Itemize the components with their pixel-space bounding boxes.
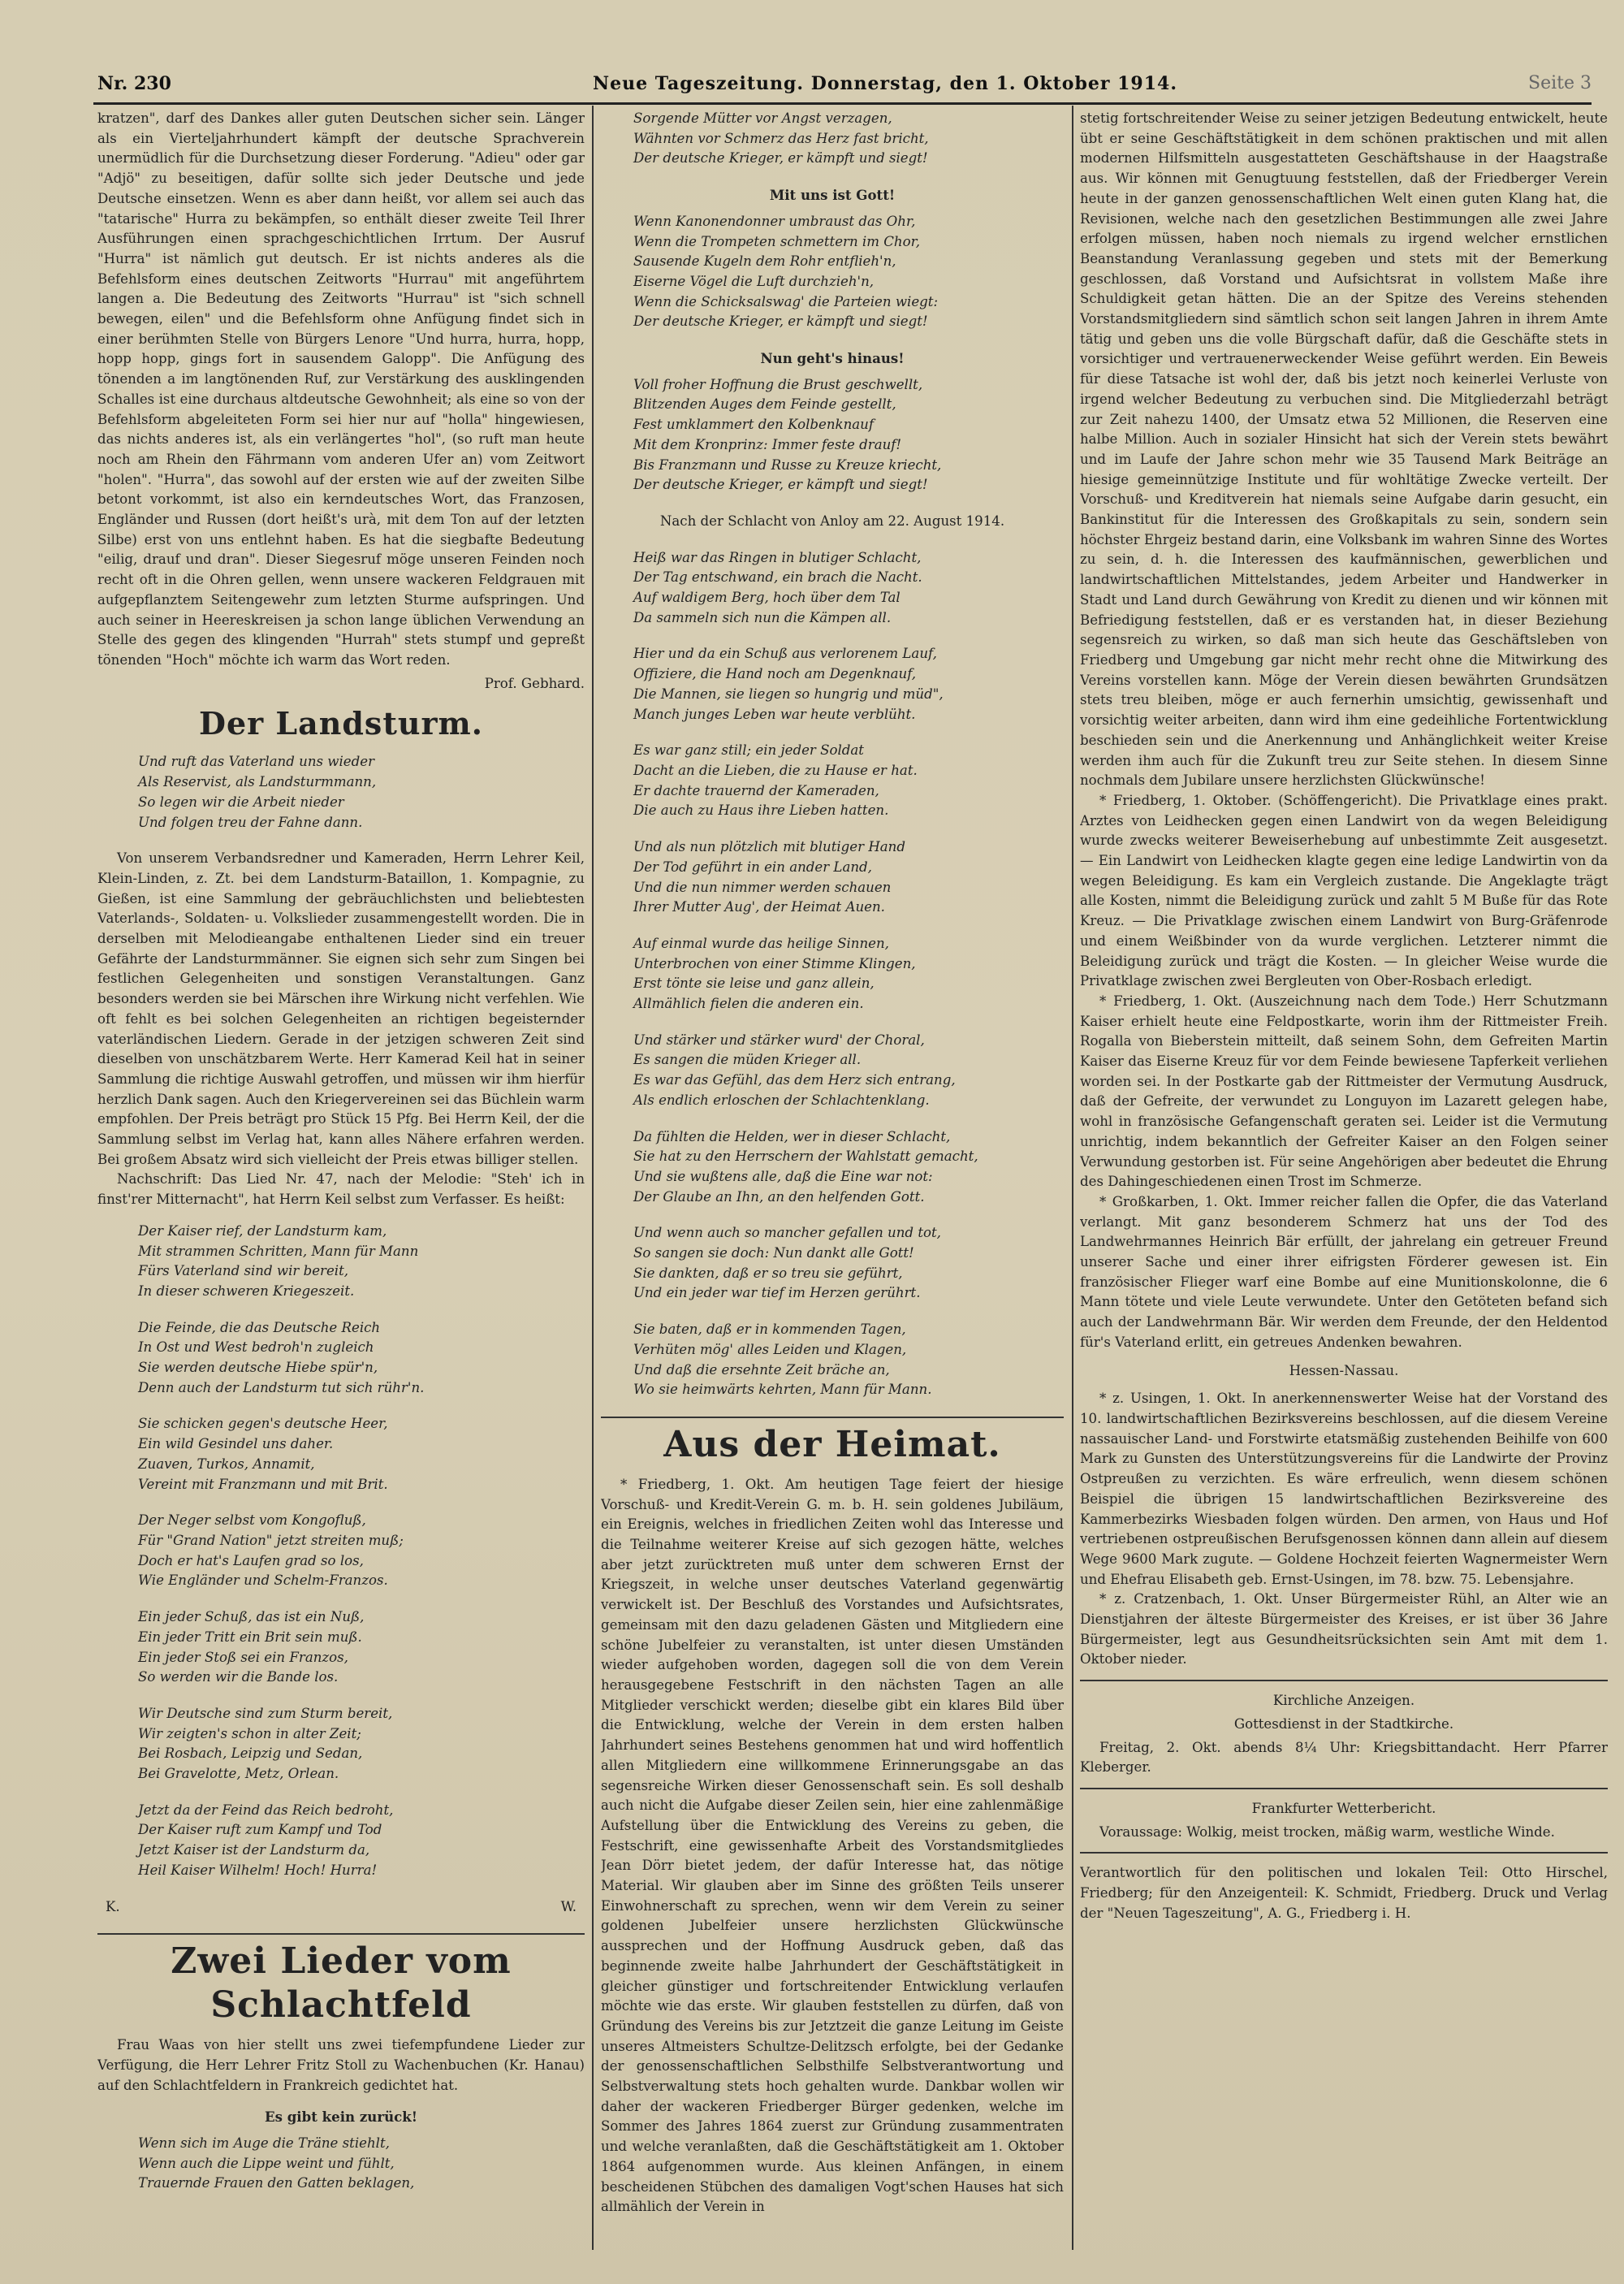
- poem-line: Sie dankten, daß er so treu sie geführt,: [633, 1265, 903, 1281]
- poem-line: Der deutsche Krieger, er kämpft und siegt!: [633, 150, 928, 167]
- poem-line: Und ruft das Vaterland uns wieder: [138, 754, 375, 770]
- poem-line: Da fühlten die Helden, wer in dieser Schlacht,: [633, 1128, 951, 1144]
- poem-stanza: [601, 375, 1064, 495]
- poem-line: Hier und da ein Schuß aus verlorenem Lauf,: [633, 646, 937, 662]
- poem-line: Bei Gravelotte, Metz, Orlean.: [138, 1766, 339, 1782]
- poem-subtitle: Nun geht's hinaus!: [760, 350, 905, 367]
- poem-stanza: [138, 1414, 585, 1495]
- poem-line: Fest umklammert den Kolbenknauf: [633, 417, 874, 433]
- poem-line: Auf einmal wurde das heilige Sinnen,: [633, 935, 889, 951]
- kirchliche-title: Kirchliche Anzeigen.: [1272, 1693, 1415, 1709]
- poem-signatures: [97, 1897, 585, 1918]
- poem-sig-right: W.: [560, 1898, 577, 1914]
- poem-stanza: [138, 1511, 585, 1591]
- poem-line: Ein wild Gesindel uns daher.: [138, 1436, 334, 1452]
- poem-line: Für "Grand Nation" jetzt streiten muß;: [138, 1533, 404, 1548]
- poem-line: Und wenn auch so mancher gefallen und tot,: [633, 1225, 941, 1241]
- anloy-poem: [601, 548, 1064, 1400]
- page-header: [97, 73, 1592, 106]
- poem-line: Der deutsche Krieger, er kämpft und siegt!: [633, 477, 928, 493]
- poem-line: Offiziere, die Hand noch am Degenknauf,: [633, 666, 917, 682]
- poem-line: Wenn Kanonendonner umbraust das Ohr,: [633, 213, 916, 229]
- poem-line: Bis Franzmann und Russe zu Kreuze kriecht,: [633, 456, 942, 473]
- poem-stanza: [601, 548, 1064, 629]
- poem-stanza: [601, 109, 1064, 169]
- poem-line: Ein jeder Schuß, das ist ein Nuß,: [138, 1609, 365, 1625]
- masthead: Neue Tageszeitung. Donnerstag, den 1. Oktober 1914.: [593, 73, 1178, 94]
- poem-line: Der Neger selbst vom Kongofluß,: [138, 1512, 366, 1529]
- auszeichnung-article: * Friedberg, 1. Okt. (Auszeichnung nach dem Tode.) Herr Schutzmann Kaiser erhielt heute eine Feldpostkarte, worin ihm der Rittmeister Freih. Rogalla von Bieberstein mitteilt, daß seinem Sohn, dem Gefreiten Martin Kaiser das Eiserne Kreuz für vor dem Feinde bewiesene Tapferkeit verliehen worden sei. In der Postkarte gab der Rittmeister der Vermutung Ausdruck, daß der Gefreite, der verwundet zu Longuyon im Lazarett gelegen habe, wohl in französische Gefangenschaft geraten sei. Leider ist die Vermutung unrichtig, indem bekanntlich der Gefreiter Kaiser an den Folgen seiner Verwundung gestorben ist. Für seine Angehörigen aber bedeutet die Ehrung des Dahingeschiedenen einen Trost im Schmerze.: [1080, 993, 1608, 1190]
- poem-line: Ein jeder Tritt ein Brit sein muß.: [138, 1629, 362, 1645]
- cratzenbach-article: * z. Cratzenbach, 1. Okt. Unser Bürgermeister Rühl, an Alter wie an Dienstjahren der älteste Bürgermeister des Kreises, er ist über 36 Jahre Bürgermeister, legt aus Gesundheitsrücksichten sein Amt mit dem 1. Oktober nieder.: [1080, 1591, 1608, 1668]
- poem-stanza: [601, 934, 1064, 1014]
- poem-line: Wir Deutsche sind zum Sturm bereit,: [138, 1705, 393, 1721]
- poem-line: Blitzenden Auges dem Feinde gestellt,: [633, 396, 896, 413]
- page-label: Seite 3: [1528, 73, 1592, 93]
- poem-line: Wenn sich im Auge die Träne stiehlt,: [138, 2135, 390, 2152]
- poem-subtitle: Mit uns ist Gott!: [769, 187, 896, 204]
- poem-line: Die Mannen, sie liegen so hungrig und müd",: [633, 686, 944, 702]
- poem-stanza: [601, 644, 1064, 725]
- poem-line: Voll froher Hoffnung die Brust geschwellt,: [633, 376, 923, 392]
- poem-line: Und als nun plötzlich mit blutiger Hand: [633, 839, 905, 855]
- poem-line: Sausende Kugeln dem Rohr entflieh'n,: [633, 253, 896, 270]
- poem-line: Bei Rosbach, Leipzig und Sedan,: [138, 1745, 363, 1762]
- grosskarben-article: * Großkarben, 1. Okt. Immer reicher fallen die Opfer, die das Vaterland verlangt. Mit ganz besonderem Schmerz hat uns der Tod des Landwehrmannes Heinrich Bär erfüllt, der jahrelang ein getreuer Freund unserer Sache und einer ihrer eifrigsten Förderer gewesen ist. Ein französischer Flieger warf eine Bombe auf eine Munitionskolonne, die 6 Mann tötete und viele Leute verwundete. Unter den Getöteten befand sich auch der Landwehrmann Bär. Wir werden dem Freunde, der den Heldentod für's Vaterland erlitt, ein getreues Andenken bewahren.: [1080, 1193, 1608, 1350]
- landsturm-epigraph: [138, 752, 585, 833]
- poem-line: Sie hat zu den Herrschern der Wahlstatt gemacht,: [633, 1148, 978, 1165]
- zwei-lieder-intro: Frau Waas von hier stellt uns zwei tiefempfundene Lieder zur Verfügung, die Herr Lehrer Fritz Stoll zu Wachenbuchen (Kr. Hanau) auf den Schlachtfeldern in Frankreich gedichtet hat.: [97, 2037, 585, 2093]
- poem-line: Und ein jeder war tief im Herzen gerührt.: [633, 1285, 921, 1301]
- section-divider: [1080, 1852, 1608, 1854]
- poem-line: Und folgen treu der Fahne dann.: [138, 814, 363, 830]
- poem-line: Heiß war das Ringen in blutiger Schlacht,: [633, 549, 922, 565]
- poem-line: Manch junges Leben war heute verblüht.: [633, 706, 916, 722]
- poem-line: Dacht an die Lieben, die zu Hause er hat.: [633, 762, 918, 778]
- usingen-article: * z. Usingen, 1. Okt. In anerkennenswerter Weise hat der Vorstand des 10. landwirtschaftlichen Bezirksvereins beschlossen, auf die diesem Vereine nassauischer Land- und Forstwirte etatsmäßig zustehenden Beihilfe von 600 Mark zu Gunsten des Unterstützungsvereins für die Landwirte der Provinz Ostpreußen zu verzichten. Es wäre erfreulich, wenn diesem schönen Beispiel die übrigen 15 landwirtschaftlichen Bezirksvereine des Kammerbezirks Wiesbaden folgen würden. Den armen, von Haus und Hof vertriebenen ostpreußischen Berufsgenossen können dann allein auf diesem Wege 9600 Mark zugute. — Goldene Hochzeit feierten Wagnermeister Wern und Ehefrau Elisabeth geb. Ernst-Usingen, im 78. bzw. 75. Lebensjahre.: [1080, 1391, 1608, 1587]
- poem-line: Zuaven, Turkos, Annamit,: [138, 1456, 315, 1472]
- poem-line: Sie werden deutsche Hiebe spür'n,: [138, 1360, 378, 1376]
- poem-line: Mit strammen Schritten, Mann für Mann: [138, 1243, 419, 1259]
- poem2-intro: Nach der Schlacht von Anloy am 22. August 1914.: [659, 513, 1005, 529]
- poem-line: So sangen sie doch: Nun dankt alle Gott!: [633, 1245, 914, 1261]
- column-divider: [1072, 106, 1073, 2250]
- poem-line: Wo sie heimwärts kehrten, Mann für Mann.: [633, 1382, 932, 1398]
- hurra-article: kratzen", darf des Dankes aller guten Deutschen sicher sein. Länger als ein Vierteljahrhundert kämpft der deutsche Sprachverein unermüdlich für die Durchsetzung dieser Forderung. "Adieu" oder gar "Adjö" zu beseitigen, dafür sollte sich jeder Deutsche und jede Deutsche einsetzen. Wenn es aber dann heißt, vor allem sei auch das "tatarische" Hurra zu bekämpfen, so enthält dieser zweite Teil Ihrer Ausführungen einen sprachgeschichtlichen Irrtum. Der Ausruf "Hurra" ist nämlich gut deutsch. Er ist nichts anderes als die Befehlsform eines deutschen Zeitworts "Hurrau" mit angeführtem langen a. Die Bedeutung des Zeitworts "Hurrau" ist "sich schnell bewegen, eilen" und die Befehlsform ohne Anfügung findet sich in einer berühmten Stelle von Bürgers Lenore "Und hurra, hurra, hopp, hopp hopp, gings fort in sausendem Galopp". Die Anfügung des tönenden a im langtönenden Ruf, zur Verstärkung des ausklingenden Schalles ist eine durchaus altdeutsche Gewohnheit; als eine so von der Befehlsform abgeleiteten Form sei hier nur auf "holla" hingewiesen, das nichts anderes ist, als ein verlängertes "hol", (so ruft man heute noch am Rhein den Fährmann vom anderen Ufer an) vom Zeitwort "holen". "Hurra", das sowohl auf der ersten wie auf der zweiten Silbe betont vorkommt, ist also ein kerndeutsches Wort, das Franzosen, Engländer und Russen (dort heißt's urà, mit dem Ton auf der letzten Silbe) erst von uns entlehnt haben. Es hat die siegbafte Bedeutung "eilig, drauf und dran". Dieser Siegesruf möge unseren Feinden noch recht oft in die Ohren gellen, wenn unsere wackeren Feldgrauen mit aufgepflanztem Seitengewehr zum letzten Sturme aufspringen. Und auch seiner in Heereskreisen ja schon lange üblichen Verwendung an Stelle des gegen des klingenden "Hurrah" stets stumpf und gepreßt tönenden "Hoch" möchte ich warm das Wort reden.: [97, 110, 585, 668]
- poem-line: Wir zeigten's schon in alter Zeit;: [138, 1725, 361, 1741]
- poem-line: Wähnten vor Schmerz das Herz fast bricht,: [633, 130, 929, 146]
- column-3: [1080, 109, 1608, 2269]
- poem-stanza: [138, 1801, 585, 1881]
- header-rule: [93, 102, 1592, 105]
- zwei-poem-title: Es gibt kein zurück!: [264, 2109, 418, 2126]
- poem-line: Erst tönte sie leise und ganz allein,: [633, 975, 875, 992]
- poem-line: In dieser schweren Kriegeszeit.: [138, 1283, 355, 1299]
- section-divider: [1080, 1680, 1608, 1681]
- poem-line: Jetzt da der Feind das Reich bedroht,: [138, 1802, 394, 1818]
- poem-line: Als Reservist, als Landsturmmann,: [138, 774, 377, 790]
- zwei-lieder-title: Zwei Lieder vom Schlachtfeld: [97, 1933, 585, 2027]
- poem-line: Die auch zu Haus ihre Lieben hatten.: [633, 802, 889, 819]
- poem-line: Sie schicken gegen's deutsche Heer,: [138, 1416, 388, 1432]
- poem-stanza: [138, 1607, 585, 1688]
- poem-line: So legen wir die Arbeit nieder: [138, 794, 344, 810]
- wetter-title: Frankfurter Wetterbericht.: [1251, 1800, 1436, 1816]
- imprint: Verantwortlich für den politischen und lokalen Teil: Otto Hirschel, Friedberg; für den Anzeigenteil: K. Schmidt, Friedberg. Druck und Verlag der "Neuen Tageszeitung", A. G., Friedberg i. H.: [1080, 1865, 1608, 1921]
- section-divider: [1080, 1788, 1608, 1789]
- poem-line: Eiserne Vögel die Luft durchzieh'n,: [633, 273, 875, 289]
- poem-line: Denn auch der Landsturm tut sich rühr'n.: [138, 1379, 425, 1395]
- poem-line: Ihrer Mutter Aug', der Heimat Auen.: [633, 899, 885, 915]
- poem-line: Fürs Vaterland sind wir bereit,: [138, 1263, 349, 1279]
- poem-line: Die Feinde, die das Deutsche Reich: [138, 1319, 381, 1335]
- landsturm-poem: [138, 1222, 585, 1881]
- page-number: Nr. 230: [97, 73, 171, 94]
- poem-line: Und daß die ersehnte Zeit bräche an,: [633, 1361, 890, 1378]
- poem-line: Vereint mit Franzmann und mit Brit.: [138, 1476, 388, 1492]
- poem-stanza: [601, 1223, 1064, 1304]
- article-signature: Prof. Gebhard.: [484, 675, 585, 691]
- poem-line: Sie baten, daß er in kommenden Tagen,: [633, 1322, 906, 1338]
- poem-stanza: [601, 837, 1064, 918]
- poem-line: Der Tod geführt in ein ander Land,: [633, 859, 872, 875]
- landsturm-article: Von unserem Verbandsredner und Kameraden, Herrn Lehrer Keil, Klein-Linden, z. Zt. bei dem Landsturm-Bataillon, 1. Kompagnie, zu Gießen, ist eine Sammlung der gebräuchlichsten und beliebtesten Vaterlands-, Soldaten- u. Volkslieder zusammengestellt worden. Die in derselben mit Melodieangabe enthaltenen Lieder sind ein treuer Gefährte der Landsturmmänner. Sie eignen sich sehr zum Singen bei festlichen Gelegenheiten und sonstigen Veranstaltungen. Ganz besonders werden sie bei Märschen ihre Wirkung nicht verfehlen. Wie oft fehlt es bei solchen Gelegenheiten an richtigen begeisternder vaterländischen Liedern. Gerade in der jetzigen schweren Zeit sind dieselben von unschätzbarem Werte. Herr Kamerad Keil hat in seiner Sammlung die richtige Auswahl getroffen, und müssen wir ihm hierfür herzlich Dank sagen. Auch den Kriegervereinen sei das Büchlein warm empfohlen. Der Preis beträgt pro Stück 15 Pfg. Bei Herrn Keil, der die Sammlung selbst im Verlag hat, kann alles Nähere erfahren werden. Bei großem Absatz wird sich vielleicht der Preis etwas billiger stellen.: [97, 850, 585, 1167]
- poem-line: Trauernde Frauen den Gatten beklagen,: [138, 2175, 415, 2191]
- poem-stanza: [138, 1704, 585, 1784]
- poem-stanza: [601, 1031, 1064, 1111]
- landsturm-title: Der Landsturm.: [199, 705, 483, 742]
- column-1: [97, 109, 585, 2269]
- poem-sig-left: K.: [106, 1898, 120, 1914]
- nachschrift: Nachschrift: Das Lied Nr. 47, nach der Melodie: "Steh' ich in finst'rer Mitternacht", hat Herrn Keil selbst zum Verfasser. Es heißt:: [97, 1171, 585, 1208]
- poem-line: Wenn die Schicksalswag' die Parteien wiegt:: [633, 293, 939, 309]
- wetter-text: Voraussage: Wolkig, meist trocken, mäßig warm, westliche Winde.: [1099, 1823, 1555, 1840]
- poem-line: Es sangen die müden Krieger all.: [633, 1052, 862, 1068]
- heimat-title: Aus der Heimat.: [601, 1417, 1064, 1467]
- poem-line: Da sammeln sich nun die Kämpen all.: [633, 609, 892, 625]
- poem-line: Der Glaube an Ihn, an den helfenden Gott.: [633, 1188, 925, 1205]
- schoeffengericht-article: * Friedberg, 1. Oktober. (Schöffengericht). Die Privatklage eines prakt. Arztes von Leidhecken gegen einen Landwirt von da wegen Beleidigung wurde zwecks weiterer Beweiserhebung auf unbestimmte Zeit ausgesetzt. — Ein Landwirt von Leidhecken klagte gegen eine ledige Landwirtin von da wegen Beleidigung. Es kam ein Vergleich zustande. Die Angeklagte trägt alle Kosten, nimmt die Beleidigung zurück und zahlt 5 M Buße für das Rote Kreuz. — Die Privatklage zwischen einem Landwirt von Burg-Gräfenrode und einem Weißbinder von da wurde verglichen. Letzterer nimmt die Beleidigung zurück und trägt die Kosten. — In gleicher Weise wurde die Privatklage zwischen zwei Bergleuten von Ober-Rosbach erledigt.: [1080, 792, 1608, 989]
- poem-stanza: [138, 1318, 585, 1399]
- kirchliche-text: Freitag, 2. Okt. abends 8¼ Uhr: Kriegsbittandacht. Herr Pfarrer Kleberger.: [1080, 1739, 1608, 1776]
- poem-line: Und sie wußtens alle, daß die Eine war not:: [633, 1168, 933, 1184]
- column-divider: [592, 106, 594, 2250]
- poem-line: Ein jeder Stoß sei ein Franzos,: [138, 1649, 348, 1665]
- poem-line: Als endlich erloschen der Schlachtenklang.: [633, 1092, 930, 1108]
- poem-line: Wenn auch die Lippe weint und fühlt,: [138, 2155, 395, 2171]
- zwei-poem: [138, 2134, 585, 2194]
- poem-line: Wenn die Trompeten schmettern im Chor,: [633, 233, 920, 249]
- poem-line: Er dachte trauernd der Kameraden,: [633, 782, 879, 798]
- poem-line: In Ost und West bedroh'n zugleich: [138, 1339, 374, 1356]
- poem-line: Es war ganz still; ein jeder Soldat: [633, 742, 864, 759]
- poem-line: So werden wir die Bande los.: [138, 1669, 339, 1685]
- poem-line: Heil Kaiser Wilhelm! Hoch! Hurra!: [138, 1862, 378, 1878]
- poem-line: Und die nun nimmer werden schauen: [633, 879, 892, 895]
- poem-stanza: [601, 1127, 1064, 1208]
- poem-line: Der Tag entschwand, ein brach die Nacht.: [633, 569, 922, 586]
- poem-stanza: [138, 1222, 585, 1302]
- poem-stanza: [601, 1320, 1064, 1400]
- hessen-nassau-heading: Hessen-Nassau.: [1289, 1362, 1399, 1378]
- poem-line: Mit dem Kronprinz: Immer feste drauf!: [633, 436, 902, 452]
- column-2: [601, 109, 1064, 2269]
- poem-line: Sorgende Mütter vor Angst verzagen,: [633, 110, 892, 126]
- poem-line: Auf waldigem Berg, hoch über dem Tal: [633, 590, 901, 606]
- poem-stanza: [601, 212, 1064, 332]
- poem-line: Wie Engländer und Schelm-Franzos.: [138, 1572, 388, 1589]
- poem-line: Verhüten mög' alles Leiden und Klagen,: [633, 1341, 907, 1357]
- poem-line: Allmählich fielen die anderen ein.: [633, 996, 864, 1012]
- poem-line: Der Kaiser rief, der Landsturm kam,: [138, 1222, 387, 1239]
- poem-line: Und stärker und stärker wurd' der Choral,: [633, 1032, 925, 1048]
- friedberg-jubilaeum-article: * Friedberg, 1. Okt. Am heutigen Tage feiert der hiesige Vorschuß- und Kredit-Verein G. m. b. H. sein goldenes Jubiläum, ein Ereignis, welches in friedlichen Zeiten wohl das Interesse und die Teilnahme weiterer Kreise auf sich gezogen hätte, welches aber jetzt zurücktreten muß unter dem schweren Ernst der Kriegszeit, in welche unser deutsches Vaterland gegenwärtig verwickelt ist. Der Beschluß des Vorstandes und Aufsichtsrates, gemeinsam mit den dazu geladenen Gästen und Mitgliedern eine schöne Jubelfeier zu veranstalten, ist unter diesen Umständen wieder aufgehoben worden, dagegen soll die von dem Verein herausgegebene Festschrift in den nächsten Tagen an alle Mitglieder verschickt werden; dieselbe gibt ein klares Bild über die Entwicklung, welche der Verein in dem ersten halben Jahrhundert seines Bestehens genommen hat und wird hoffentlich allen Mitgliedern eine willkommene Erinnerungsgabe an das segensreiche Wirken dieser Genossenschaft sein. Es soll deshalb auch nicht die Aufgabe dieser Zeilen sein, hier eine zahlenmäßige Aufstellung über die Entwicklung des Vereins zu geben, die Festschrift, eine gewissenhafte Arbeit des Vorstandsmitgliedes Jean Dörr bietet jedem, der dafür Interesse hat, das nötige Material. Wir glauben aber im Sinne des größten Teils unserer Einwohnerschaft zu sprechen, wenn wir dem Verein zu seiner goldenen Jubelfeier unsere herzlichsten Glückwünsche aussprechen und der Hoffnung Ausdruck geben, daß das beginnende zweite halbe Jahrhundert der Geschäftstätigkeit in gleicher günstiger und fortschreitender Entwicklung verlaufen möchte wie das erste. Wir glauben feststellen zu dürfen, daß von Gründung des Vereins bis zur Jetztzeit die ganze Leitung im Geiste unseres Altmeisters Schultze-Delitzsch erfolgte, bei der Gedanke der genossenschaftlichen Selbsthilfe Selbstverantwortung und Selbstverwaltung stets hoch gehalten wurde. Dankbar wollen wir daher der wackeren Friedberger Bürger gedenken, welche im Sommer des Jahres 1864 zuerst zur Gründung zusammentraten und welche veranlaßten, daß die Geschäftstätigkeit am 1. Oktober 1864 aufgenommen wurde. Aus kleinen Anfängen, in einem bescheidenen Stübchen des damaligen Vogt'schen Hauses hat sich allmählich der Verein in: [601, 1476, 1064, 2215]
- poem-stanza: [601, 741, 1064, 821]
- poem-line: Der deutsche Krieger, er kämpft und siegt!: [633, 314, 928, 330]
- poem-line: Unterbrochen von einer Stimme Klingen,: [633, 955, 916, 971]
- kirchliche-sub: Gottesdienst in der Stadtkirche.: [1233, 1715, 1454, 1732]
- poem-line: Es war das Gefühl, das dem Herz sich entrang,: [633, 1072, 956, 1088]
- poem-line: Jetzt Kaiser ist der Landsturm da,: [138, 1842, 370, 1858]
- poem-line: Der Kaiser ruft zum Kampf und Tod: [138, 1822, 382, 1838]
- poem-line: Doch er hat's Laufen grad so los,: [138, 1552, 364, 1568]
- verein-article-cont: stetig fortschreitender Weise zu seiner jetzigen Bedeutung entwickelt, heute übt er seine Geschäftstätigkeit in dem schönen praktischen und mit allen modernen Hilfsmitteln ausgestatteten Geschäftshause in der Haagstraße aus. Wir können mit Genugtuung feststellen, daß der Friedberger Verein heute in der ganzen genossenschaftlichen Welt einen guten Klang hat, die Revisionen, welche nach den gesetzlichen Bestimmungen alle zwei Jahre erfolgen müssen, haben noch niemals zu irgend welcher ernstlichen Beanstandung Veranlassung gegeben und stets mit der Bemerkung geschlossen, daß Vorstand und Aufsichtsrat in vollstem Maße ihre Schuldigkeit getan hätten. Die an der Spitze des Vereins stehenden Vorstandsmitgliedern sind sämtlich schon seit langen Jahren in ihrem Amte tätig und geben uns die volle Bürgschaft dafür, daß die Geschäfte stets in vorsichtiger und vertrauenerweckender Weise geführt werden. Ein Beweis für diese Tatsache ist wohl der, daß bis jetzt noch keinerlei Verluste von irgend welcher Bedeutung zu verbuchen sind. Die Mitgliederzahl beträgt zur Zeit nahezu 1400, der Umsatz etwa 52 Millionen, die Reserven eine halbe Million. Auch in sozialer Hinsicht hat sich der Verein stets bewährt und im Laufe der Jahre schon mehr wie 35 Tausend Mark Beiträge an hiesige gemeinnützige Institute und für wohltätige Zwecke verteilt. Der Vorschuß- und Kreditverein hat niemals seine Aufgabe darin gesucht, ein Bankinstitut für die Interessen des Großkapitals zu sein, sondern sein höchster Ehrgeiz bestand darin, eine Volksbank im wahren Sinne des Wortes zu sein, d. h. die Interessen des kaufmännischen, gewerblichen und landwirtschaftlichen Mittelstandes, jedem Arbeiter und Handwerker in Stadt und Land durch Gewährung von Kredit zu dienen und wir können mit Befriedigung feststellen, daß er es verstanden hat, in dieser Beziehung segensreich zu wirken, so daß man sich heute das Geschäftsleben von Friedberg und Umgebung gar nicht mehr recht ohne die Mitwirkung des Vereins vorstellen kann. Möge der Verein diesen bewährten Grundsätzen stets treu bleiben, möge er auch fernerhin umsichtig, gewissenhaft und vorsichtig weiter arbeiten, dann wird ihm eine gedeihliche Fortentwicklung beschieden sein und die Anerkennung und Anhänglichkeit weiter Kreise werden ihm auch für die Zukunft treu zur Seite stehen. In diesem Sinne nochmals dem Jubilare unsere herzlichsten Glückwünsche!: [1080, 110, 1608, 789]
